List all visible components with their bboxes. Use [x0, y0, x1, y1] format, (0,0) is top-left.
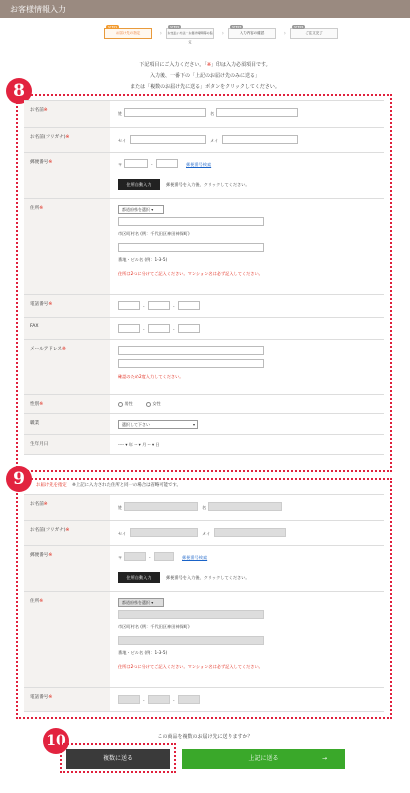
birth-row: 生年月日 ---- ▾ 年 -- ▾ 月 -- ▾ 日 [24, 435, 384, 455]
male-radio[interactable] [118, 402, 123, 407]
page-header [0, 0, 410, 18]
email-row: メールアドレス※ 確認のため2度入力してください。 [24, 340, 384, 395]
customer-form [24, 100, 384, 455]
address-row: 住所※ 都道府県を選択 ▾ 市区町村名 (例：千代田区神田神保町) 番地・ビル名 (例：1-3-5) 住所は2つに分けてご記入ください。マンション名は必ず記入してください。 [24, 199, 384, 295]
d-tel1-input[interactable] [118, 695, 140, 704]
tel3-input[interactable] [178, 301, 200, 310]
d-kana-row: お名前(フリガナ)※ セイ メイ [24, 521, 384, 546]
d-last-name-input[interactable] [124, 502, 198, 511]
chevron-right-icon: › [159, 30, 162, 37]
chevron-right-icon: › [283, 30, 286, 37]
email-confirm-input[interactable] [118, 359, 264, 368]
last-name-kana-input[interactable] [130, 135, 206, 144]
d-street-input[interactable] [118, 636, 264, 645]
d-tel-row: 電話番号※ - - [24, 688, 384, 712]
fax1-input[interactable] [118, 324, 140, 333]
d-first-name-kana-input[interactable] [214, 528, 286, 537]
delivery-title: お届け先を指定 ※上記に入力された住所と同一の場合は省略可能です。 [36, 483, 181, 488]
d-first-name-input[interactable] [208, 502, 282, 511]
d-zip-search-link[interactable]: 郵便番号検索 [182, 555, 208, 560]
street-input[interactable] [118, 243, 264, 252]
send-multiple-button[interactable]: 複数に送る [66, 749, 170, 769]
name-row: お名前※ 姓 名 [24, 101, 384, 128]
step-4: STEP4 ご注文完了 [290, 28, 338, 39]
step-2: STEP2 お支払い方法・お届け時間等の指定 › [167, 25, 224, 44]
first-name-input[interactable] [216, 108, 298, 117]
fax-row: FAX - - [24, 318, 384, 340]
email-input[interactable] [118, 346, 264, 355]
intro-text: 下記項目にご入力ください。「※」印は入力必須項目です。 入力後、一番下の「上記のお届け先のみに送る」 または「複数のお届け先に送る」ボタンをクリックしてください。 [130, 62, 280, 90]
job-select[interactable]: 選択して下さい ▾ [118, 420, 198, 429]
last-name-input[interactable] [124, 108, 206, 117]
d-tel2-input[interactable] [148, 695, 170, 704]
d-zip-row: 郵便番号※ 〒 - 郵便番号検索 住所自動入力 郵便番号を入力後、クリックしてください。 [24, 546, 384, 592]
chevron-right-icon: › [221, 30, 224, 37]
zip2-input[interactable] [156, 159, 178, 168]
chevron-down-icon: ▾ [192, 422, 195, 427]
fax3-input[interactable] [178, 324, 200, 333]
tel2-input[interactable] [148, 301, 170, 310]
step-indicator [104, 25, 352, 44]
step-3: STEP3 入力内容の確認 › [228, 28, 276, 39]
fax2-input[interactable] [148, 324, 170, 333]
d-name-row: お名前※ 姓 名 [24, 495, 384, 521]
d-address-row: 住所※ 都道府県を選択 ▾ 市区町村名 (例：千代田区神田神保町) 番地・ビル名 (例：1-3-5) 住所は2つに分けてご記入ください。マンション名は必ず記入してください。 [24, 592, 384, 688]
sex-row: 性別※ 男性 女性 [24, 395, 384, 414]
step-1: STEP1 お届け先の指定 › [104, 28, 152, 39]
badge-8: 8 [6, 78, 32, 104]
send-single-button[interactable]: 上記に送る → [182, 749, 345, 769]
d-zip1-input[interactable] [124, 552, 146, 561]
d-prefecture-select[interactable]: 都道府県を選択 ▾ [118, 598, 164, 607]
female-radio[interactable] [146, 402, 151, 407]
birthdate-select[interactable]: ---- ▾ 年 -- ▾ 月 -- ▾ 日 [118, 442, 160, 447]
badge-10: 10 [43, 728, 69, 754]
multi-delivery-question: この商品を複数のお届け先に送りますか？ [157, 734, 253, 740]
d-city-input[interactable] [118, 610, 264, 619]
job-row: 職業 選択して下さい ▾ [24, 414, 384, 435]
prefecture-select[interactable]: 都道府県を選択 ▾ [118, 205, 164, 214]
badge-9: 9 [6, 466, 32, 492]
d-tel3-input[interactable] [178, 695, 200, 704]
zip1-input[interactable] [124, 159, 148, 168]
kana-row: お名前(フリガナ)※ セイ メイ [24, 128, 384, 153]
arrow-right-icon: → [321, 755, 327, 762]
d-address-autofill-button[interactable]: 住所自動入力 [118, 572, 160, 583]
zip-search-link[interactable]: 郵便番号検索 [186, 162, 212, 167]
d-last-name-kana-input[interactable] [130, 528, 198, 537]
city-input[interactable] [118, 217, 264, 226]
address-autofill-button[interactable]: 住所自動入力 [118, 179, 160, 190]
tel1-input[interactable] [118, 301, 140, 310]
tel-row: 電話番号※ - - [24, 295, 384, 318]
d-zip2-input[interactable] [154, 552, 174, 561]
first-name-kana-input[interactable] [222, 135, 298, 144]
page-title: お客様情報入力 [10, 5, 66, 14]
delivery-form [24, 494, 384, 712]
zip-row: 郵便番号※ 〒 - 郵便番号検索 住所自動入力 郵便番号を入力後、クリックしてください。 [24, 153, 384, 199]
